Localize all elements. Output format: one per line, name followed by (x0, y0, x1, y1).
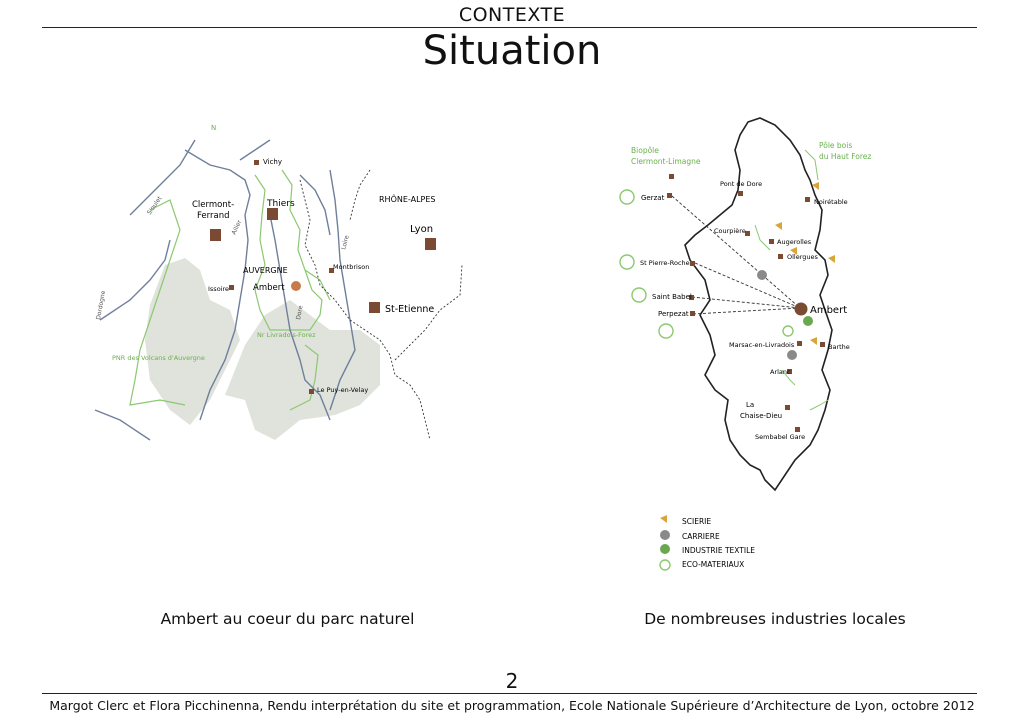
saint-babel-label: Saint Babel (652, 293, 692, 301)
biopole-label: Biopôle Clermont-Limagne (631, 146, 701, 166)
vichy-label: Vichy (263, 158, 283, 166)
clermont-label: Clermont-Ferrand (192, 200, 235, 221)
issoire-label: Issoire (208, 285, 230, 293)
scierie-icon (660, 515, 667, 523)
footer-rule (42, 693, 977, 694)
lyon-label: Lyon (410, 224, 434, 235)
section-heading: CONTEXTE (458, 4, 566, 26)
volcans-park-label: PNR des Volcans d'Auvergne (112, 354, 205, 362)
barthe-label: Barthe (828, 343, 850, 351)
montbrison-label: Montbrison (333, 263, 370, 271)
rhone-alpes-label: RHÔNE-ALPES (379, 195, 436, 204)
map-legend (660, 515, 755, 570)
st-etienne-label: St-Etienne (385, 304, 435, 315)
page-number: 2 (505, 669, 519, 693)
livradois-park-label: Nr Livradois-Forez (257, 331, 316, 339)
allier-label: Allier (230, 219, 244, 236)
right-caption: De nombreuses industries locales (644, 610, 906, 628)
textile-icon (803, 316, 813, 326)
arlanc-label: Arlanc (770, 368, 791, 376)
marsac-label: Marsac-en-Livradois (729, 341, 795, 349)
legend-textile: INDUSTRIE TEXTILE (682, 546, 756, 555)
courpiere-label: Courpière (714, 227, 746, 235)
textile-icon (660, 544, 670, 554)
north-label: N (211, 124, 217, 132)
left-caption: Ambert au coeur du parc naturel (160, 610, 415, 628)
ambert-label: Ambert (810, 305, 848, 316)
chaise-dieu-label: La Chaise-Dieu (740, 401, 783, 420)
ambert-dot (291, 281, 301, 291)
ollergues-label: Ollergues (787, 253, 818, 261)
pole-bois-label: Pôle bois du Haut Forez (819, 141, 872, 161)
thiers-label: Thiers (267, 199, 295, 209)
footer-credits: Margot Clerc et Flora Picchinenna, Rendu interprétation du site et programmation, Ecole Nationale Supérieure d’Architecture de Lyon, octobre 2012 (49, 698, 975, 713)
le-puy-label: Le Puy-en-Velay (317, 386, 369, 394)
park-context-map (90, 110, 480, 460)
sembabel-label: Sembabel Gare (755, 433, 806, 441)
st-pierre-roche-label: St Pierre-Roche (640, 259, 690, 267)
industries-map (610, 115, 890, 585)
ambert-dot (795, 303, 808, 316)
carriere-icon (660, 530, 670, 540)
auvergne-label: AUVERGNE (243, 266, 288, 275)
legend-scierie: SCIERIE (682, 517, 712, 526)
perpezat-label: Perpezat (658, 310, 689, 318)
dordogne-label: Dordogne (95, 290, 108, 321)
dore-label: Dore (295, 305, 305, 321)
ambert-label: Ambert (253, 283, 285, 293)
legend-carriere: CARRIERE (682, 532, 720, 541)
noiretable-label: Noirétable (814, 198, 848, 206)
page-title: Situation (422, 28, 602, 74)
sioulet-label: Sioulet (145, 195, 164, 217)
eco-materiaux-icon (660, 560, 670, 570)
augerolles-label: Augerolles (777, 238, 812, 246)
pont-de-dore-label: Pont de Dore (720, 180, 763, 188)
loire-label: Loire (340, 234, 351, 251)
gerzat-label: Gerzat (641, 194, 665, 202)
legend-eco: ECO-MATERIAUX (682, 560, 745, 569)
